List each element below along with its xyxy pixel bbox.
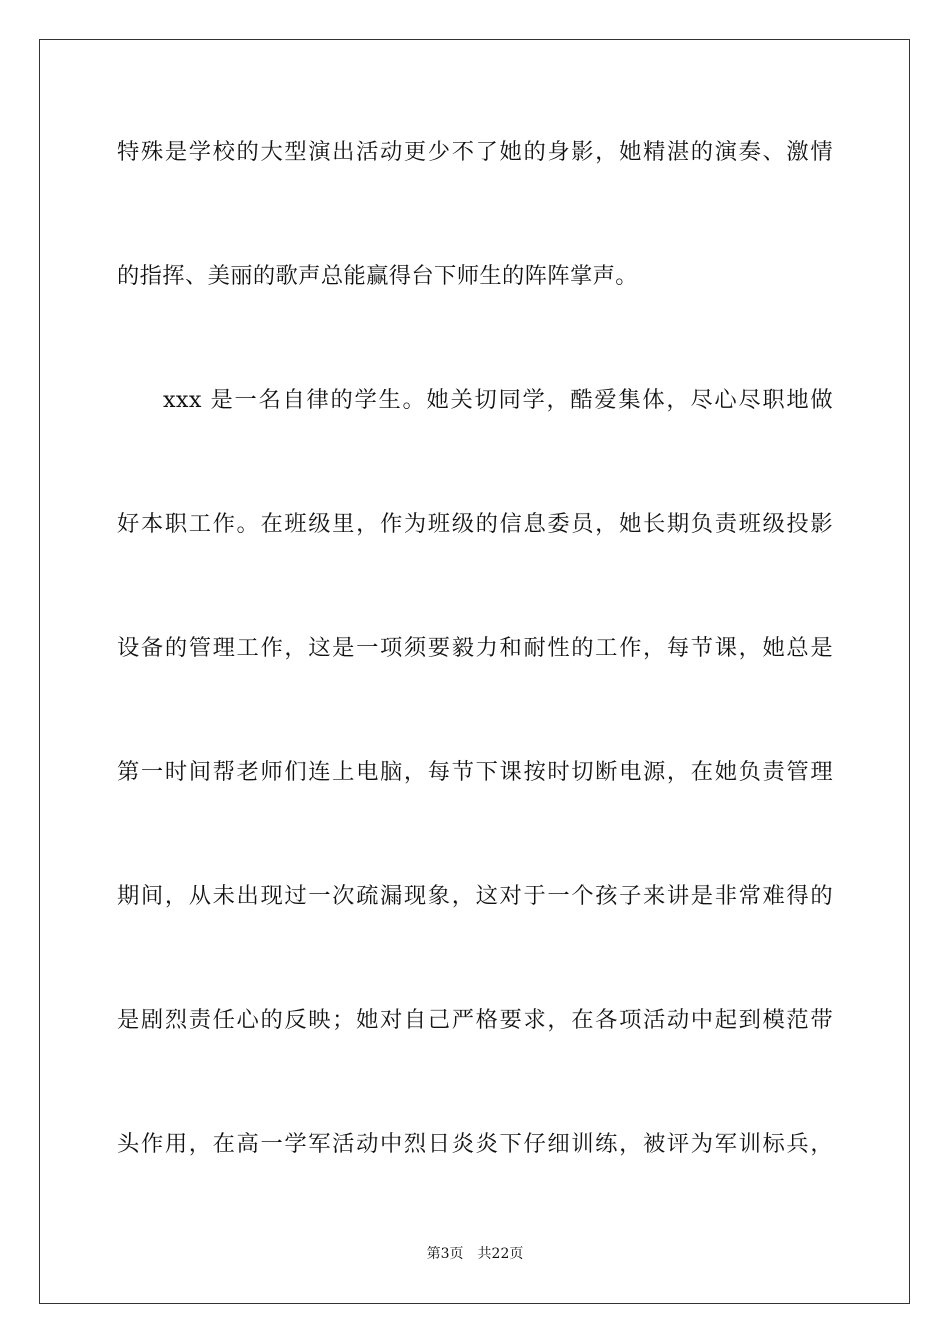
- paragraph-line: xxx 是一名自律的学生。她关切同学，酷爱集体，尽心尽职地做: [163, 387, 833, 413]
- paragraph-line: 期间，从未出现过一次疏漏现象，这对于一个孩子来讲是非常难得的: [117, 883, 833, 909]
- page-footer: [0, 1245, 950, 1263]
- paragraph-line: 好本职工作。在班级里，作为班级的信息委员，她长期负责班级投影: [117, 511, 833, 537]
- paragraph-line: 头作用，在高一学军活动中烈日炎炎下仔细训练，被评为军训标兵，: [117, 1131, 833, 1157]
- page-total: 共22页: [477, 1246, 524, 1262]
- paragraph-line: 设备的管理工作，这是一项须要毅力和耐性的工作，每节课，她总是: [117, 635, 833, 661]
- paragraph-line: 第一时间帮老师们连上电脑，每节下课按时切断电源，在她负责管理: [117, 759, 833, 785]
- page-border: [39, 39, 910, 1304]
- paragraph-line: 特殊是学校的大型演出活动更少不了她的身影，她精湛的演奏、激情: [117, 139, 833, 165]
- paragraph-line: 是剧烈责任心的反映；她对自己严格要求，在各项活动中起到模范带: [117, 1007, 833, 1033]
- paragraph-line: 的指挥、美丽的歌声总能赢得台下师生的阵阵掌声。: [117, 263, 638, 289]
- page-number: 第3页: [426, 1246, 464, 1262]
